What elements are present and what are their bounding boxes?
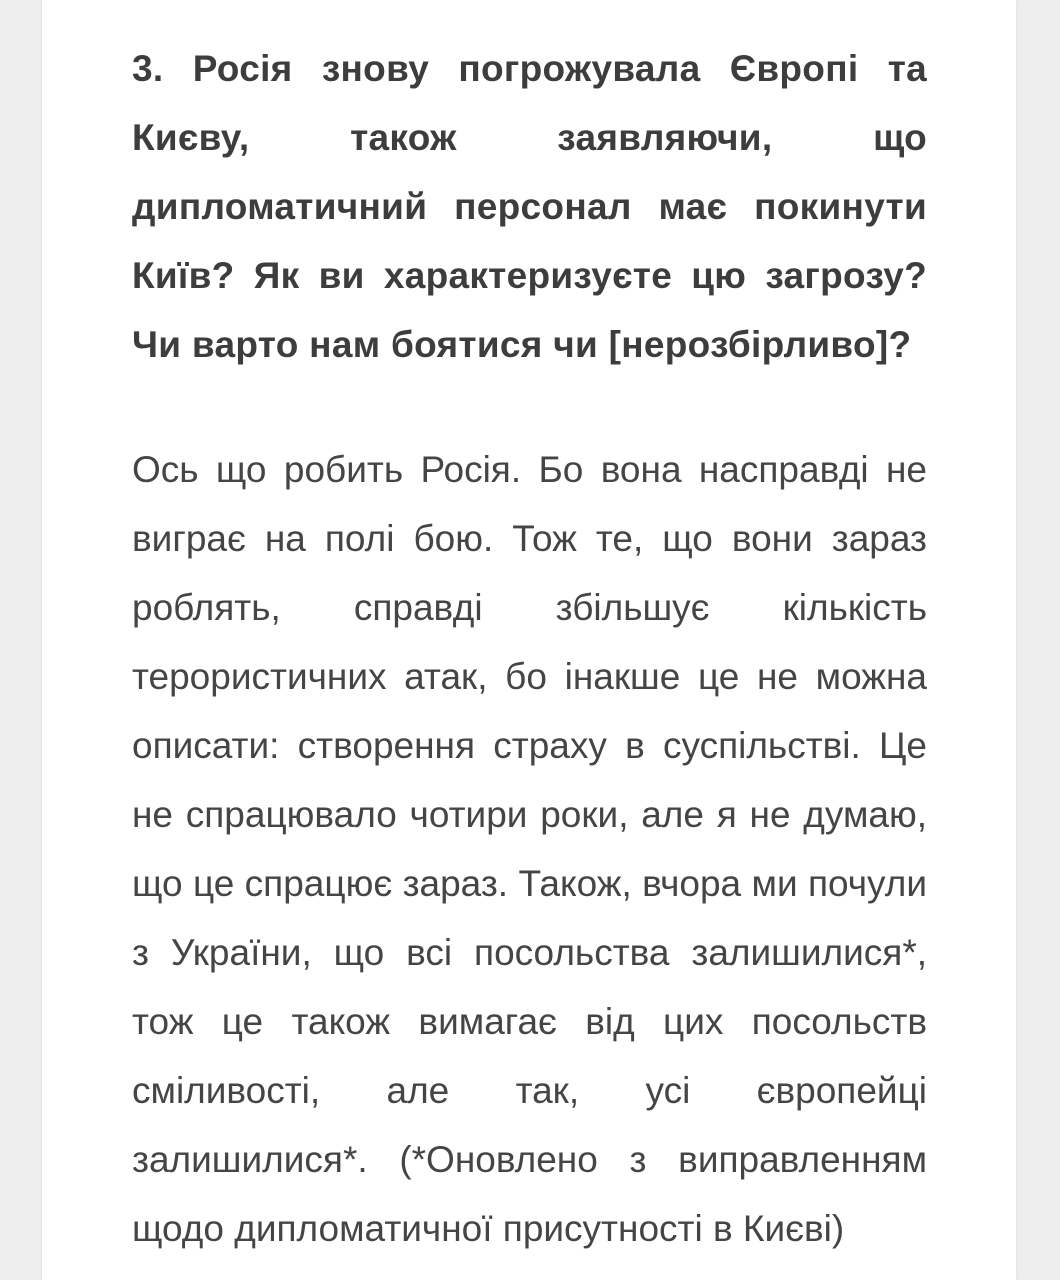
article-content: [132, 34, 927, 1263]
interview-answer: Ось що робить Росія. Бо вона насправді не виграє на полі бою. Тож те, що вони зараз роблять, справді збільшує кількість терористичних атак, бо інакше це не можна описати: створення страху в суспільстві. Це не спрацювало чотири роки, але я не думаю, що це спрацює зараз. Також, вчора ми почули з України, що всі посольства залишилися*, тож це також вимагає від цих посольств сміливості, але так, усі європейці залишилися*. (*Оновлено з виправленням щодо дипломатичної присутності в Києві): [132, 449, 927, 1249]
article-page: [42, 0, 1016, 1280]
interview-question: 3. Росія знову погрожувала Європі та Києву, також заявляючи, що дипломатичний персонал має покинути Київ? Як ви характеризуєте цю загрозу? Чи варто нам боятися чи [нерозбірливо]?: [132, 48, 927, 365]
